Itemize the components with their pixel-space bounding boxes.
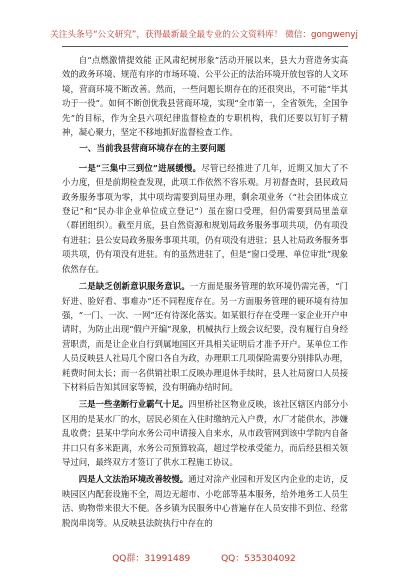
issue-lead-3: 三是一些垄断行业霸气十足。 xyxy=(78,399,189,410)
header-divider xyxy=(62,46,348,47)
page-header: 关注头条号“公文研究”，获得最新最全最专业的公文资料库！ 微信：gongwenyj xyxy=(50,30,358,40)
issue-text-3: 四里桥社区物业反映，该社区辖区内部分小区用的是某水厂的水，居民必须在入住时缴纳元入户费，水厂才能供水，涉嫌乱收费；县某中学向水务公司申请接入自来水，从市政管网到该中学院内自备井口只有多米距离，水务公司预算较高，超过学校承受能力，而后经县相关领导过问，最终双方才签订了供水工程施工协议。 xyxy=(62,399,349,467)
issue-text-2: 一方面是服务管理的软环境仍需完善，“门好进、脸好看、事难办”还不同程度存在。另一方面服务管理的硬环境有待加强，“一门、一次、一网”还有待深化落实。如某银行存在受理一家企业开户申请时，为防止出现“假户开编”现象，机械执行上级会议纪要，没有履行自身经营职责，而是让企业自行到属地国区开具相关证明后才准予开户。某单位工作人员反映县人社局几个窗口各自为政，办理职工几项保险需要分别排队办理，耗费时间太长；而一名供销社职工反映办理退休手续时，县人社局窗口人员接下材料后告知其回家等候，没有明确办结时间。 xyxy=(62,281,349,392)
page-footer xyxy=(0,551,408,564)
issue-lead-1: 一是“三集中三到位”进展缓慢。 xyxy=(78,162,202,173)
issue-lead-4: 四是人文法治环境改善较慢。 xyxy=(78,474,189,485)
issue-lead-2: 二是缺乏创新意识服务意识。 xyxy=(78,281,190,292)
issue-text-1: 尽管已经推进了几年，近期又加大了不小力度，但是前期检查发现，此项工作依然不容乐观。月初督查时，县民政局政务服务事项为零，其中项均需要到局里办理，剩余项业务（“社会团体成立登记”和“民办非企业单位成立登记”）虽在窗口受理，但仍需要到局里盖章（群团组织）。截至月底，县自然资源和规划局政务服务事项共项，仍有项没有进驻；县公安局政务服务事项共项，仍有项没有进驻；县人社局政务服务事项共项，仍有项没有进驻。有的虽然进驻了，但是“窗口受理、单位审批”现象依然存在。 xyxy=(62,162,348,274)
section-title: 一、当前我县营商环境存在的主要问题 xyxy=(79,144,226,155)
document-body xyxy=(62,53,348,533)
issue-paragraph-2 xyxy=(62,279,348,394)
footer-qq-group: QQ群：31991489 xyxy=(112,554,191,564)
footer-qq-contact: QQ：535304092 xyxy=(221,554,296,564)
issue-paragraph-3 xyxy=(62,397,348,469)
intro-paragraph: 自“点燃激情提效能 正风肃纪树形象”活动开展以来，县大力营造务实高效的政务环境、规范有序的市场环境、公平公正的法治环境开放包容的人文环境，营商环境不断改善。然而，一些问题长期存在的还很突出，不可能“毕其功于一役”。如何不断创优我县营商环境，实现“全市第一，全省领先，全国争先”的目标，作为全县六项纪律监督检查的专职机构，我们还要以钉钉子精神，凝心聚力，坚定不移地抓好监督检查工作。 xyxy=(62,55,348,138)
issue-paragraph-1 xyxy=(62,161,348,276)
issue-paragraph-4 xyxy=(62,472,348,530)
issue-text-4: 通过对涂产业园和开发区内企业的走访，反映园区内配套设施不全，周边无超市、小吃部等基本服务，给外地务工人员生活、购物带来很大不便。各乡镇为民服务中心普遍存在人员安排不到位、经常脱岗串岗等。从反映县法院执行中存在的 xyxy=(62,474,349,528)
